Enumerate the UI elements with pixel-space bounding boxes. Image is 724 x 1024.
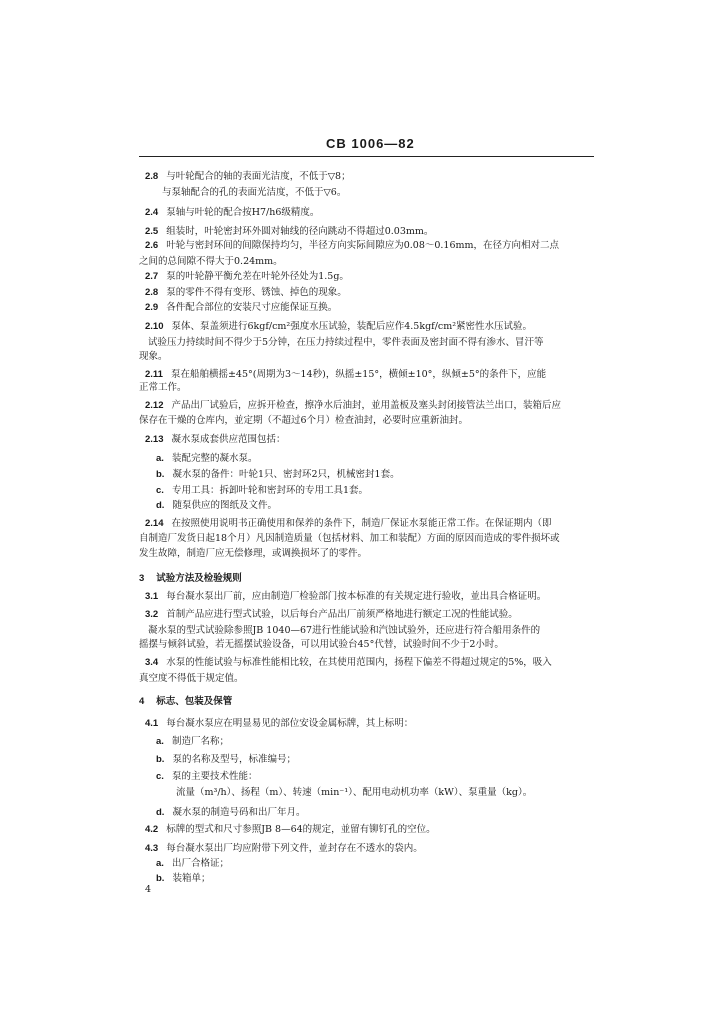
clause-number: 2.8: [145, 287, 159, 298]
clause-text: 泵的零件不得有变形、锈蚀、掉色的现象。: [166, 287, 347, 298]
paragraph-line: [145, 239, 559, 253]
clause-number: 2.8: [145, 171, 159, 182]
clause-text: 试验压力持续时间不得少于5分钟，在压力持续过程中，零件表面及密封面不得有渗水、冒汗等: [148, 337, 544, 348]
paragraph-line: [145, 320, 532, 334]
paragraph-line: [162, 186, 346, 200]
clause-text: 水泵的性能试验与标准性能相比较，在其使用范围内，扬程下偏差不得超过规定的5%，吸入: [166, 657, 552, 668]
paragraph-line: [156, 499, 277, 513]
clause-text: 凝水泵的备件：叶轮1只、密封环2只，机械密封1套。: [172, 469, 400, 480]
clause-number: 4.1: [145, 718, 159, 729]
paragraph-line: [139, 255, 283, 269]
clause-number: b.: [156, 469, 165, 480]
paragraph-line: [145, 823, 436, 837]
paragraph-line: [156, 806, 305, 820]
clause-text: 摇摆与倾斜试验，若无摇摆试验设备，可以用试验台45°代替，试验时间不少于2小时。: [139, 639, 504, 650]
clause-text: 正常工作。: [139, 382, 187, 393]
clause-text: 随泵供应的图纸及文件。: [172, 500, 277, 511]
clause-text: 现象。: [139, 351, 168, 362]
paragraph-line: [156, 753, 296, 767]
section-heading: [139, 572, 242, 586]
clause-text: 保存在干燥的仓库内，並定期（不超过6个月）检查油封，必要时应重新油封。: [139, 415, 469, 426]
clause-text: 自制造厂发货日起18个月）凡因制造质量（包括材料、加工和装配）方面的原因而造成的零件损坏或: [139, 533, 560, 544]
clause-text: 泵的名称及型号，标准编号；: [172, 754, 296, 765]
paragraph-line: [156, 770, 257, 784]
clause-text: 每台凝水泵应在明显易见的部位安设金属标牌，其上标明：: [166, 718, 414, 729]
paragraph-line: [139, 414, 468, 428]
page-number: 4: [145, 884, 152, 895]
clause-number: 2.9: [145, 302, 159, 313]
paragraph-line: [145, 368, 546, 382]
clause-number: a.: [156, 453, 164, 464]
paragraph-line: [156, 452, 257, 466]
paragraph-line: [139, 381, 187, 395]
clause-text: 标牌的型式和尺寸参照JB 8—64的规定，並留有铆钉孔的空位。: [166, 824, 436, 835]
paragraph-line: [145, 286, 347, 300]
clause-text: 每台凝水泵出厂前，应由制造厂检验部门按本标准的有关规定进行验收，並出具合格证明。: [166, 591, 547, 602]
paragraph-line: [145, 590, 546, 604]
paragraph-line: [156, 735, 229, 749]
clause-number: a.: [156, 736, 164, 747]
clause-text: 泵的主要技术性能：: [171, 771, 258, 782]
clause-text: 凝水泵成套供应范围包括：: [171, 434, 286, 445]
clause-number: 2.7: [145, 271, 159, 282]
clause-number: 2.5: [145, 226, 159, 237]
clause-number: c.: [156, 771, 164, 782]
paragraph-line: [145, 842, 423, 856]
clause-text: 泵的叶轮静平衡允差在叶轮外径处为1.5g。: [166, 271, 349, 282]
clause-number: c.: [156, 485, 164, 496]
clause-number: 2.10: [145, 321, 164, 332]
paragraph-line: [139, 638, 504, 652]
clause-text: 发生故障，制造厂应无偿修理，或调换损坏了的零件。: [139, 548, 368, 559]
paragraph-line: [139, 532, 560, 546]
paragraph-line: [145, 608, 518, 622]
clause-text: 泵轴与叶轮的配合按H7/h6级精度。: [166, 207, 320, 218]
clause-number: 4.2: [145, 824, 159, 835]
clause-text: 泵在船舶横摇±45°(周期为3～14秒)，纵摇±15°，横倾±10°，纵倾±5°的条件下，应能: [170, 369, 547, 380]
clause-number: 2.4: [145, 207, 159, 218]
paragraph-line: [156, 484, 368, 498]
clause-text: 流量（m³/h）、扬程（m）、转速（min⁻¹）、配用电动机功率（kW）、泵重量（kg）。: [176, 787, 533, 798]
paragraph-line: [145, 717, 413, 731]
clause-text: 每台凝水泵出厂均应附带下列文件，並封存在不透水的袋内。: [166, 843, 423, 854]
clause-number: 3.2: [145, 609, 159, 620]
paragraph-line: [148, 336, 544, 350]
paragraph-line: [145, 399, 561, 413]
clause-number: d.: [156, 807, 165, 818]
clause-text: 装配完整的凝水泵。: [171, 453, 258, 464]
clause-number: 2.12: [145, 400, 164, 411]
clause-text: 泵体、泵盖须进行6kgf/cm²强度水压试验，装配后应作4.5kgf/cm²紧密性水压试验。: [171, 321, 533, 332]
clause-text: 产品出厂试验后，应拆开检查，擦净水后油封，並用盖板及塞头封闭接管法兰出口，装箱后应: [171, 400, 562, 411]
clause-number: 2.13: [145, 434, 164, 445]
paragraph-line: [156, 468, 400, 482]
clause-number: 2.11: [145, 369, 163, 380]
paragraph-line: [145, 656, 552, 670]
clause-text: 试验方法及检验规则: [156, 573, 242, 584]
clause-text: 叶轮与密封环间的间隙保持均匀，半径方向实际间隙应为0.08～0.16mm，在径方向相对二点: [166, 240, 560, 251]
paragraph-line: [156, 872, 210, 886]
header-rule: [139, 156, 594, 157]
paragraph-line: [145, 170, 351, 184]
clause-number: 4: [139, 696, 145, 707]
clause-text: 标志、包装及保管: [156, 696, 233, 707]
clause-number: 3.4: [145, 657, 159, 668]
paragraph-line: [145, 206, 319, 220]
paragraph-line: [145, 301, 337, 315]
clause-number: 2.6: [145, 240, 159, 251]
page-header: CB 1006—82: [326, 136, 415, 151]
clause-text: 制造厂名称；: [171, 736, 229, 747]
clause-number: b.: [156, 873, 165, 884]
clause-number: a.: [156, 858, 164, 869]
paragraph-line: [145, 517, 552, 531]
clause-text: 在按照使用说明书正确使用和保养的条件下，制造厂保证水泵能正常工作。在保证期内（即: [171, 518, 552, 529]
clause-text: 各件配合部位的安装尺寸应能保证互换。: [166, 302, 338, 313]
paragraph-line: [176, 786, 532, 800]
paragraph-line: [156, 857, 229, 871]
clause-text: 出厂合格证；: [171, 858, 229, 869]
clause-text: 与泵轴配合的孔的表面光洁度，不低于▽6。: [162, 187, 347, 198]
clause-number: d.: [156, 500, 165, 511]
paragraph-line: [145, 270, 349, 284]
clause-number: 3.1: [145, 591, 159, 602]
clause-number: 3: [139, 573, 145, 584]
paragraph-line: [148, 624, 540, 638]
clause-text: 首制产品应进行型式试验，以后每台产品出厂前须严格地进行额定工况的性能试验。: [166, 609, 518, 620]
clause-text: 组装时，叶轮密封环外圆对轴线的径向跳动不得超过0.03mm。: [166, 226, 434, 237]
clause-number: 4.3: [145, 843, 159, 854]
clause-number: b.: [156, 754, 165, 765]
clause-text: 专用工具：拆卸叶轮和密封环的专用工具1套。: [171, 485, 368, 496]
clause-text: 凝水泵的型式试验除参照JB 1040—67进行性能试验和汽蚀试验外，还应进行符合船用条件的: [148, 625, 541, 636]
paragraph-line: [139, 350, 168, 364]
section-heading: [139, 695, 232, 709]
clause-text: 装箱单；: [172, 873, 211, 884]
clause-number: 2.14: [145, 518, 164, 529]
paragraph-line: [145, 433, 286, 447]
paragraph-line: [139, 547, 367, 561]
clause-text: 与叶轮配合的轴的表面光洁度，不低于▽8；: [166, 171, 351, 182]
paragraph-line: [145, 225, 433, 239]
clause-text: 真空度不得低于规定值。: [139, 673, 244, 684]
clause-text: 凝水泵的制造号码和出厂年月。: [172, 807, 306, 818]
paragraph-line: [139, 672, 244, 686]
clause-text: 之间的总间隙不得大于0.24mm。: [139, 256, 283, 267]
